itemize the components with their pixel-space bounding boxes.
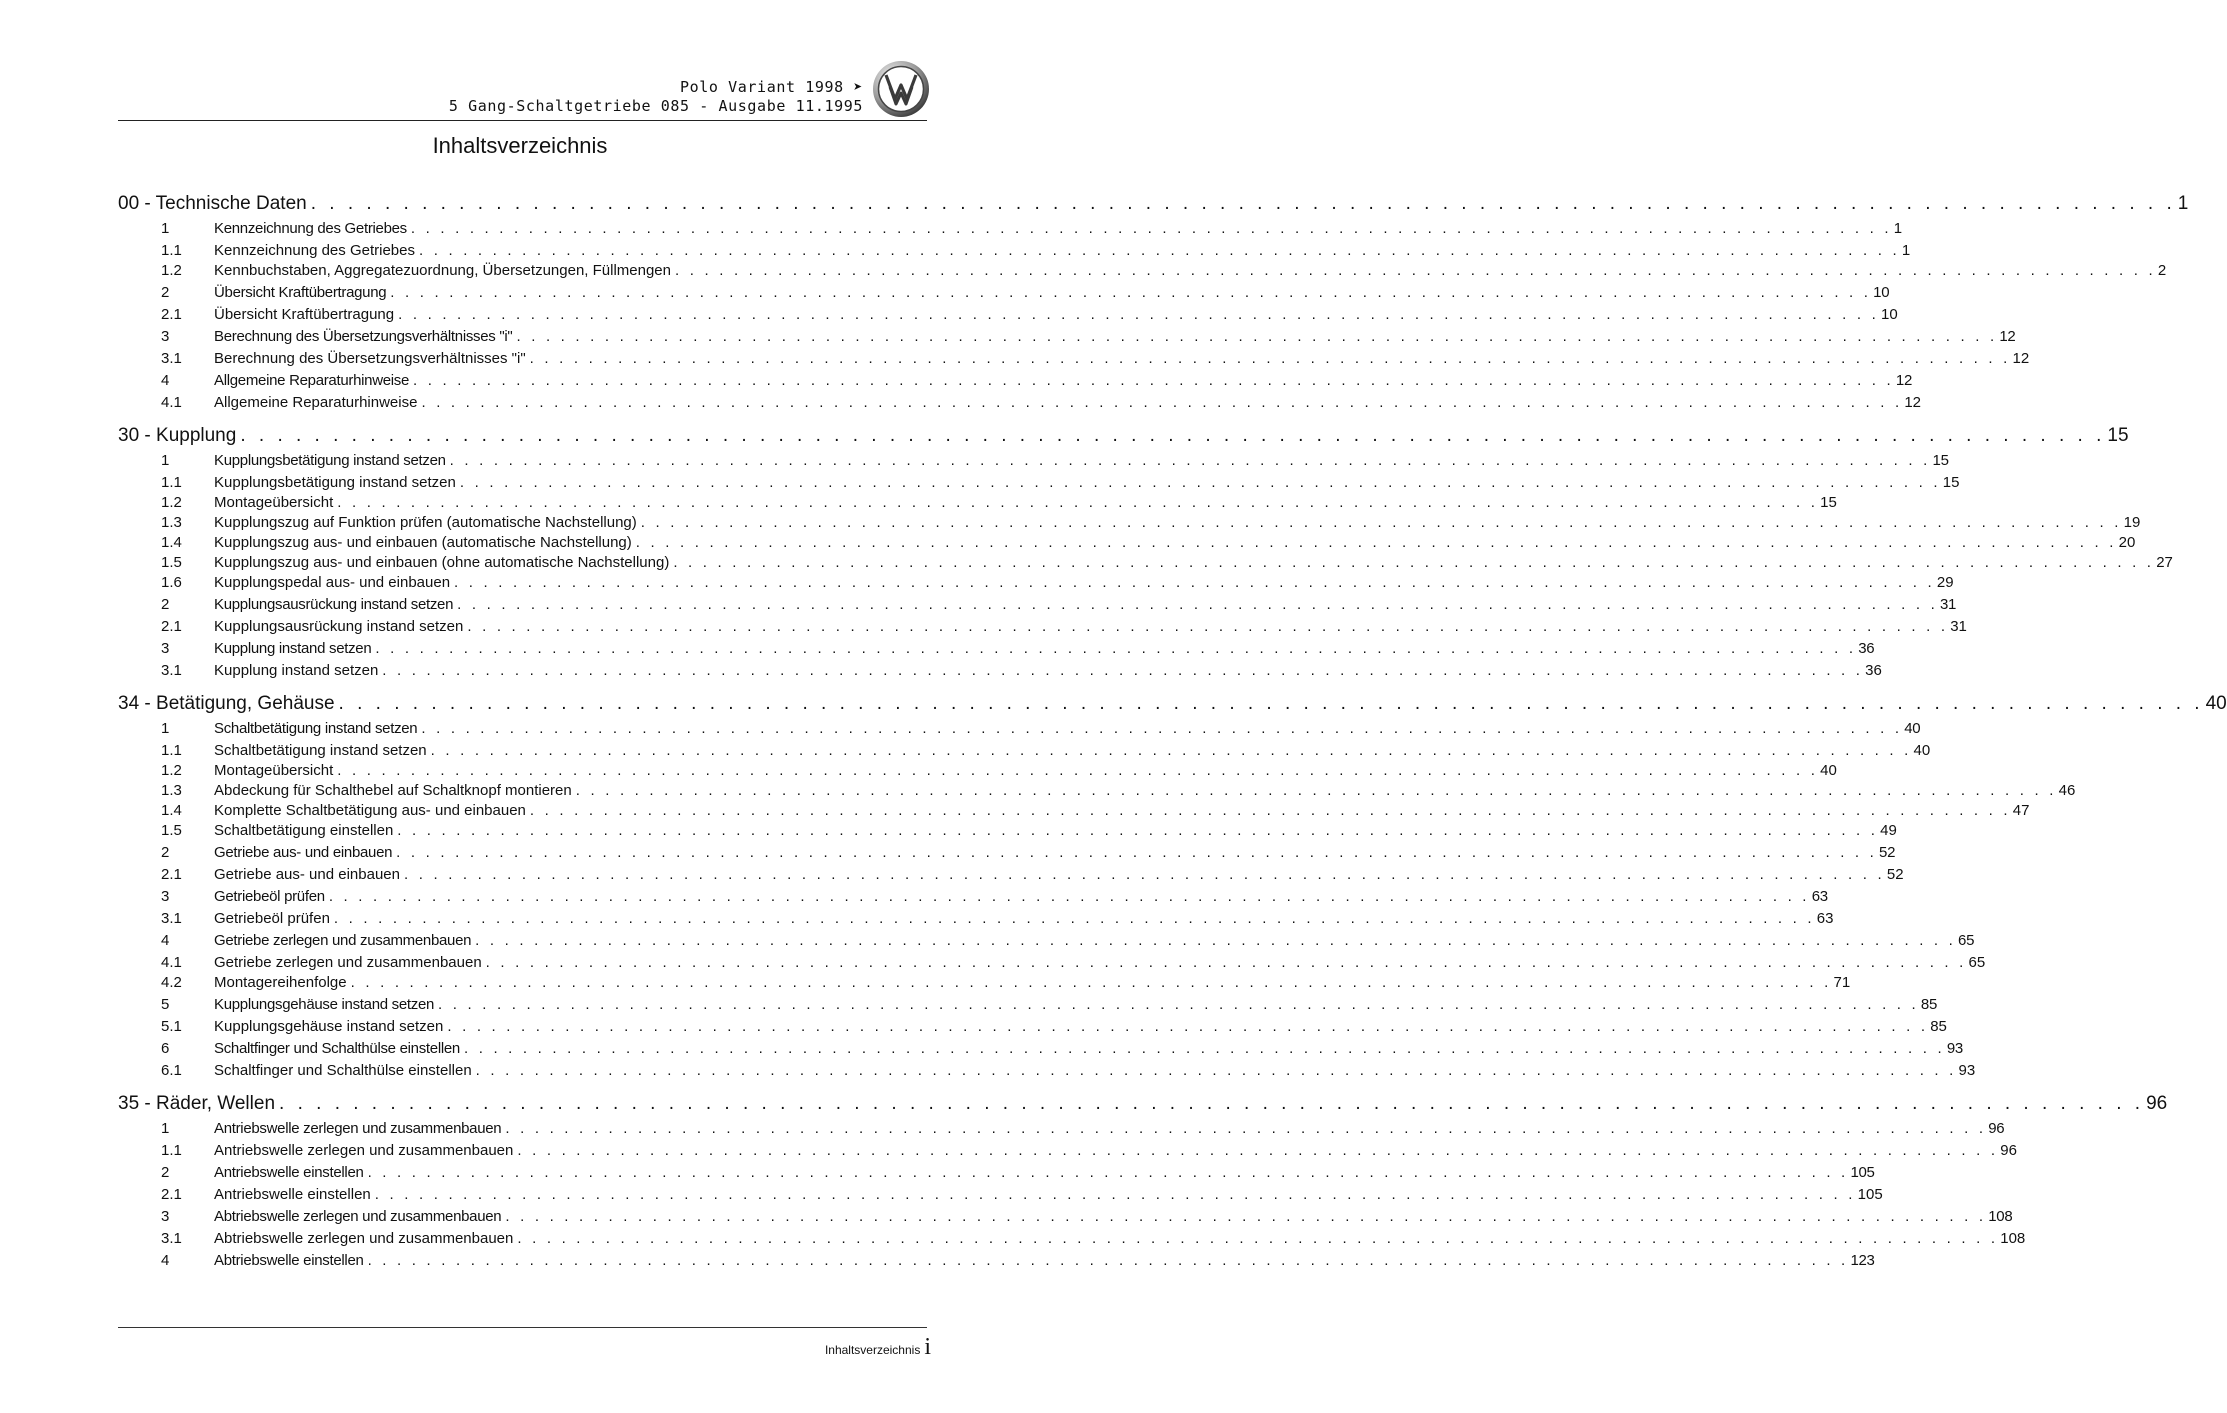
toc-dot-leader: . . . . . . . . . . . . . . . . . . . . . . . . . . . . . . . . . . . . . . . . . . . . . . . . . . . . . . . . . . . . . . . . . . . . . . . . . . . . . . . . . . . . . . . . . . . . . . . . . . . . . xyxy=(397,822,1879,839)
toc-subsection-entry[interactable] xyxy=(118,533,2136,553)
toc-entry-title: Kupplungsgehäuse instand setzen xyxy=(214,996,435,1013)
toc-subsection-entry[interactable] xyxy=(118,953,1986,973)
toc-entry-number: 1.4 xyxy=(161,802,182,819)
toc-dot-leader: . . . . . . . . . . . . . . . . . . . . . . . . . . . . . . . . . . . . . . . . . . . . . . . . . . . . . . . . . . . . . . . . . . . . . . . . . . . . . . . . . . . . . . . . . . . . . . . . . . . . . xyxy=(575,782,2057,799)
toc-entry-page: 12 xyxy=(1895,372,1913,389)
toc-chapter-entry[interactable] xyxy=(118,1091,2168,1117)
toc-entry-title: Schaltbetätigung einstellen xyxy=(214,822,394,839)
toc-dot-leader: . . . . . . . . . . . . . . . . . . . . . . . . . . . . . . . . . . . . . . . . . . . . . . . . . . . . . . . . . . . . . . . . . . . . . . . . . . . . . . . . . . . . . . . . . . . . . . . . . . . . . xyxy=(413,372,1894,389)
toc-entry-number: 5 xyxy=(161,996,170,1013)
toc-section-entry[interactable] xyxy=(118,1251,1875,1273)
toc-entry-page: 12 xyxy=(2012,350,2030,367)
toc-entry-title: Antriebswelle einstellen xyxy=(214,1164,364,1181)
toc-subsection-entry[interactable] xyxy=(118,1017,1947,1037)
toc-entry-number: 1.1 xyxy=(161,474,182,491)
toc-dot-leader: . . . . . . . . . . . . . . . . . . . . . . . . . . . . . . . . . . . . . . . . . . . . . . . . . . . . . . . . . . . . . . . . . . . . . . . . . . . . . . . . . . . . . . . . . . . . . . . . . . . . . xyxy=(475,932,1957,949)
toc-dot-leader: . . . . . . . . . . . . . . . . . . . . . . . . . . . . . . . . . . . . . . . . . . . . . . . . . . . . . . . . . . . . . . . . . . . . . . . . . . . . . . . . . . . . . . . . . . . . . . . . . . . . . xyxy=(410,220,1892,237)
toc-entry-page: 65 xyxy=(1958,932,1975,949)
toc-chapter-entry[interactable] xyxy=(118,691,2227,717)
toc-entry-number: 4.1 xyxy=(161,954,182,971)
toc-entry-title: Kennzeichnung des Getriebes xyxy=(214,242,415,259)
toc-entry-number: 3 xyxy=(161,640,170,657)
toc-subsection-entry[interactable] xyxy=(118,909,1834,929)
toc-section-entry[interactable] xyxy=(118,371,1913,393)
toc-entry-number: 1.1 xyxy=(161,742,182,759)
toc-subsection-entry[interactable] xyxy=(118,473,1960,493)
toc-entry-title: 30 - Kupplung xyxy=(118,425,237,446)
toc-entry-title: Komplette Schaltbetätigung aus- und einbauen xyxy=(214,802,526,819)
toc-entry-number: 1.5 xyxy=(161,554,182,571)
toc-section-entry[interactable] xyxy=(118,1207,2013,1229)
toc-entry-title: Kupplungsbetätigung instand setzen xyxy=(214,452,446,469)
toc-entry-title: Berechnung des Übersetzungsverhältnisses "i" xyxy=(214,350,526,367)
toc-entry-number: 4.2 xyxy=(161,974,182,991)
toc-dot-leader: . . . . . . . . . . . . . . . . . . . . . . . . . . . . . . . . . . . . . . . . . . . . . . . . . . . . . . . . . . . . . . . . . . . . . . . . . . . . . . . . . . . . . . . . . . . . . . . . . . . . . xyxy=(463,1040,1945,1057)
toc-dot-leader: . . . . . . . . . . . . . . . . . . . . . . . . . . . . . . . . . . . . . . . . . . . . . . . . . . . . . . . . . . . . . . . . . . . . . . . . . . . . . . . . . . . . . . . . . . . . . . . . . . . . . xyxy=(516,328,1998,345)
toc-dot-leader: . . . . . . . . . . . . . . . . . . . . . . . . . . . . . . . . . . . . . . . . . . . . . . . . . . . . . . . . . . . . . . . . . . . . . . . . . . . . . . . . . . . . . . . . . . . . . . . . . . . . . xyxy=(457,596,1939,613)
toc-entry-page: 105 xyxy=(1857,1186,1883,1203)
toc-dot-leader: . . . . . . . . . . . . . . . . . . . . . . . . . . . . . . . . . . . . . . . . . . . . . . . . . . . . . . . . . . . . . . . . . . . . . . . . . . . . . . . . . . . . . . . . . . . . . . . . . . . . . xyxy=(640,514,2122,531)
toc-subsection-entry[interactable] xyxy=(118,305,1898,325)
toc-dot-leader: . . . . . . . . . . . . . . . . . . . . . . . . . . . . . . . . . . . . . . . . . . . . . . . . . . . . . . . . . . . . . . . . . . . . . . . . . . . . . . . . . . . . . . . . . . . . . . . . . . . . . xyxy=(485,954,1967,971)
toc-entry-title: Berechnung des Übersetzungsverhältnisses "i" xyxy=(214,328,513,345)
toc-subsection-entry[interactable] xyxy=(118,801,2030,821)
toc-entry-page: 123 xyxy=(1850,1252,1875,1269)
toc-entry-title: Abtriebswelle zerlegen und zusammenbauen xyxy=(214,1230,514,1247)
toc-dot-leader: . . . . . . . . . . . . . . . . . . . . . . . . . . . . . . . . . . . . . . . . . . . . . . . . . . . . . . . . . . . . . . . . . . . . . . . . . . . . . . . . . . . . . . . . . . . . . . . . . . . . . xyxy=(529,350,2011,367)
toc-entry-page: 1 xyxy=(1893,220,1902,237)
toc-entry-page: 31 xyxy=(1950,618,1967,635)
toc-entry-page: 49 xyxy=(1880,822,1897,839)
toc-entry-number: 1.1 xyxy=(161,242,182,259)
toc-chapter-entry[interactable] xyxy=(118,191,2189,217)
toc-entry-page: 63 xyxy=(1816,910,1834,927)
toc-dot-leader: . . . . . . . . . . . . . . . . . . . . . . . . . . . . . . . . . . . . . . . . . . . . . . . . . . . . . . . . . . . . . . . . . . . . . . . . . . . . . . . . . . . . . . . . . . . . . . . . . . . . . xyxy=(328,888,1810,905)
toc-entry-number: 3 xyxy=(161,1208,170,1225)
toc-entry-page: 36 xyxy=(1858,640,1875,657)
toc-entry-number: 2.1 xyxy=(161,618,182,635)
toc-dot-leader: . . . . . . . . . . . . . . . . . . . . . . . . . . . . . . . . . . . . . . . . . . . . . . . . . . . . . . . . . . . . . . . . . . . . . . . . . . . . . . . . . . . . . . . . . . . . . . . . . . . . . xyxy=(517,1142,1999,1159)
page-footer xyxy=(824,1334,931,1360)
toc-subsection-entry[interactable] xyxy=(118,1185,1883,1205)
toc-entry-title: Kupplungszug aus- und einbauen (ohne automatische Nachstellung) xyxy=(214,554,670,571)
toc-entry-number: 1.3 xyxy=(161,782,182,799)
toc-entry-number: 6.1 xyxy=(161,1062,182,1079)
toc-entry-title: 00 - Technische Daten xyxy=(118,193,307,214)
toc-entry-number: 1 xyxy=(161,720,170,737)
toc-dot-leader: . . . . . . . . . . . . . . . . . . . . . . . . . . . . . . . . . . . . . . . . . . . . . . . . . . . . . . . . . . . . . . . . . . . . . . . . . . . . . . . . . . . . . . . . . . . . . . . . . . . . . xyxy=(279,1093,2145,1114)
toc-subsection-entry[interactable] xyxy=(118,349,2030,369)
toc-entry-title: Antriebswelle zerlegen und zusammenbauen xyxy=(214,1142,514,1159)
toc-dot-leader: . . . . . . . . . . . . . . . . . . . . . . . . . . . . . . . . . . . . . . . . . . . . . . . . . . . . . . . . . . . . . . . . . . . . . . . . . . . . . . . . . . . . . . . . . . . . . . . . . . . . . xyxy=(454,574,1935,591)
toc-entry-page: 93 xyxy=(1958,1062,1976,1079)
toc-entry-page: 40 xyxy=(1913,742,1931,759)
toc-dot-leader: . . . . . . . . . . . . . . . . . . . . . . . . . . . . . . . . . . . . . . . . . . . . . . . . . . . . . . . . . . . . . . . . . . . . . . . . . . . . . . . . . . . . . . . . . . . . . . . . . . . . . xyxy=(467,618,1949,635)
toc-entry-title: Abdeckung für Schalthebel auf Schaltknopf montieren xyxy=(214,782,572,799)
page-title: Inhaltsverzeichnis xyxy=(432,133,608,158)
toc-dot-leader: . . . . . . . . . . . . . . . . . . . . . . . . . . . . . . . . . . . . . . . . . . . . . . . . . . . . . . . . . . . . . . . . . . . . . . . . . . . . . . . . . . . . . . . . . . . . . . . . . . . . . xyxy=(240,425,2106,446)
toc-dot-leader: . . . . . . . . . . . . . . . . . . . . . . . . . . . . . . . . . . . . . . . . . . . . . . . . . . . . . . . . . . . . . . . . . . . . . . . . . . . . . . . . . . . . . . . . . . . . . . . . . . . . . xyxy=(529,802,2011,819)
toc-entry-title: Antriebswelle einstellen xyxy=(214,1186,371,1203)
toc-section-entry[interactable] xyxy=(118,887,1828,909)
toc-section-entry[interactable] xyxy=(118,451,1949,473)
toc-entry-number: 2 xyxy=(161,1164,170,1181)
toc-entry-title: Schaltfinger und Schalthülse einstellen xyxy=(214,1040,460,1057)
toc-subsection-entry[interactable] xyxy=(118,617,1967,637)
toc-entry-page: 85 xyxy=(1930,1018,1947,1035)
toc-entry-page: 10 xyxy=(1880,306,1898,323)
toc-entry-number: 1.3 xyxy=(161,514,182,531)
toc-dot-leader: . . . . . . . . . . . . . . . . . . . . . . . . . . . . . . . . . . . . . . . . . . . . . . . . . . . . . . . . . . . . . . . . . . . . . . . . . . . . . . . . . . . . . . . . . . . . . . . . . . . . . xyxy=(367,1252,1849,1269)
toc-entry-number: 3 xyxy=(161,328,170,345)
toc-dot-leader: . . . . . . . . . . . . . . . . . . . . . . . . . . . . . . . . . . . . . . . . . . . . . . . . . . . . . . . . . . . . . . . . . . . . . . . . . . . . . . . . . . . . . . . . . . . . . . . . . . . . . xyxy=(505,1208,1987,1225)
toc-section-entry[interactable] xyxy=(118,931,1975,953)
table-of-contents xyxy=(118,191,2227,1273)
toc-entry-number: 4 xyxy=(161,932,170,949)
toc-entry-page: 93 xyxy=(1946,1040,1963,1057)
toc-entry-title: Kupplungszug aus- und einbauen (automatische Nachstellung) xyxy=(214,534,632,551)
toc-dot-leader: . . . . . . . . . . . . . . . . . . . . . . . . . . . . . . . . . . . . . . . . . . . . . . . . . . . . . . . . . . . . . . . . . . . . . . . . . . . . . . . . . . . . . . . . . . . . . . . . . . . . . xyxy=(673,554,2155,571)
toc-subsection-entry[interactable] xyxy=(118,241,1911,261)
toc-dot-leader: . . . . . . . . . . . . . . . . . . . . . . . . . . . . . . . . . . . . . . . . . . . . . . . . . . . . . . . . . . . . . . . . . . . . . . . . . . . . . . . . . . . . . . . . . . . . . . . . . . . . . xyxy=(398,306,1879,323)
toc-dot-leader: . . . . . . . . . . . . . . . . . . . . . . . . . . . . . . . . . . . . . . . . . . . . . . . . . . . . . . . . . . . . . . . . . . . . . . . . . . . . . . . . . . . . . . . . . . . . . . . . . . . . . xyxy=(333,910,1815,927)
toc-entry-title: Allgemeine Reparaturhinweise xyxy=(214,394,418,411)
toc-entry-page: 96 xyxy=(2146,1093,2168,1114)
toc-entry-number: 1.6 xyxy=(161,574,182,591)
toc-entry-number: 1 xyxy=(161,452,170,469)
toc-entry-page: 96 xyxy=(1988,1120,2005,1137)
toc-entry-title: Kupplungsbetätigung instand setzen xyxy=(214,474,456,491)
toc-dot-leader: . . . . . . . . . . . . . . . . . . . . . . . . . . . . . . . . . . . . . . . . . . . . . . . . . . . . . . . . . . . . . . . . . . . . . . . . . . . . . . . . . . . . . . . . . . . . . . . . . . . . . xyxy=(421,720,1903,737)
toc-subsection-entry[interactable] xyxy=(118,661,1882,681)
toc-entry-number: 2 xyxy=(161,596,170,613)
toc-entry-title: Getriebe aus- und einbauen xyxy=(214,866,400,883)
toc-entry-title: Getriebe aus- und einbauen xyxy=(214,844,393,861)
toc-dot-leader: . . . . . . . . . . . . . . . . . . . . . . . . . . . . . . . . . . . . . . . . . . . . . . . . . . . . . . . . . . . . . . . . . . . . . . . . . . . . . . . . . . . . . . . . . . . . . . . . . . . . . xyxy=(390,284,1872,301)
toc-entry-page: 65 xyxy=(1968,954,1986,971)
toc-dot-leader: . . . . . . . . . . . . . . . . . . . . . . . . . . . . . . . . . . . . . . . . . . . . . . . . . . . . . . . . . . . . . . . . . . . . . . . . . . . . . . . . . . . . . . . . . . . . . . . . . . . . . xyxy=(337,762,1819,779)
toc-entry-page: 20 xyxy=(2118,534,2136,551)
toc-entry-page: 12 xyxy=(1904,394,1922,411)
toc-entry-number: 4 xyxy=(161,1252,170,1269)
toc-entry-number: 5.1 xyxy=(161,1018,182,1035)
toc-entry-page: 15 xyxy=(1932,452,1949,469)
toc-entry-number: 3.1 xyxy=(161,350,182,367)
toc-subsection-entry[interactable] xyxy=(118,1061,1976,1081)
header-subtitle: 5 Gang-Schaltgetriebe 085 - Ausgabe 11.1995 xyxy=(448,97,863,115)
toc-entry-page: 2 xyxy=(2157,262,2167,279)
toc-chapter-entry[interactable] xyxy=(118,423,2129,449)
toc-subsection-entry[interactable] xyxy=(118,573,1954,593)
footer-divider xyxy=(118,1327,927,1328)
toc-entry-page: 71 xyxy=(1833,974,1851,991)
toc-entry-title: Schaltbetätigung instand setzen xyxy=(214,742,427,759)
toc-entry-number: 2.1 xyxy=(161,866,182,883)
toc-entry-title: Kupplung instand setzen xyxy=(214,662,379,679)
toc-entry-number: 1 xyxy=(161,220,170,237)
toc-entry-title: Kupplungsausrückung instand setzen xyxy=(214,596,454,613)
toc-dot-leader: . . . . . . . . . . . . . . . . . . . . . . . . . . . . . . . . . . . . . . . . . . . . . . . . . . . . . . . . . . . . . . . . . . . . . . . . . . . . . . . . . . . . . . . . . . . . . . . . . . . . . xyxy=(337,494,1819,511)
toc-entry-title: Getriebe zerlegen und zusammenbauen xyxy=(214,954,482,971)
toc-section-entry[interactable] xyxy=(118,719,1921,741)
toc-entry-page: 105 xyxy=(1850,1164,1875,1181)
toc-entry-number: 1.2 xyxy=(161,262,182,279)
toc-entry-page: 46 xyxy=(2058,782,2076,799)
toc-section-entry[interactable] xyxy=(118,1119,2005,1141)
toc-entry-number: 3.1 xyxy=(161,1230,182,1247)
toc-entry-number: 1 xyxy=(161,1120,170,1137)
toc-subsection-entry[interactable] xyxy=(118,973,1851,993)
toc-entry-page: 15 xyxy=(1820,494,1837,511)
document-header xyxy=(449,78,863,116)
toc-entry-page: 15 xyxy=(1942,474,1960,491)
toc-entry-page: 40 xyxy=(1904,720,1921,737)
toc-dot-leader: . . . . . . . . . . . . . . . . . . . . . . . . . . . . . . . . . . . . . . . . . . . . . . . . . . . . . . . . . . . . . . . . . . . . . . . . . . . . . . . . . . . . . . . . . . . . . . . . . . . . . xyxy=(449,452,1931,469)
toc-entry-page: 19 xyxy=(2123,514,2141,531)
toc-dot-leader: . . . . . . . . . . . . . . . . . . . . . . . . . . . . . . . . . . . . . . . . . . . . . . . . . . . . . . . . . . . . . . . . . . . . . . . . . . . . . . . . . . . . . . . . . . . . . . . . . . . . . xyxy=(375,640,1857,657)
toc-entry-page: 108 xyxy=(2000,1230,2026,1247)
toc-subsection-entry[interactable] xyxy=(118,1229,2026,1249)
toc-entry-title: Getriebeöl prüfen xyxy=(214,910,330,927)
toc-entry-title: Abtriebswelle einstellen xyxy=(214,1252,364,1269)
toc-entry-number: 2.1 xyxy=(161,1186,182,1203)
toc-entry-title: Kupplungsgehäuse instand setzen xyxy=(214,1018,444,1035)
toc-entry-page: 40 xyxy=(1820,762,1837,779)
toc-subsection-entry[interactable] xyxy=(118,393,1922,413)
toc-subsection-entry[interactable] xyxy=(118,493,1837,513)
toc-section-entry[interactable] xyxy=(118,283,1890,305)
toc-entry-page: 63 xyxy=(1811,888,1828,905)
toc-dot-leader: . . . . . . . . . . . . . . . . . . . . . . . . . . . . . . . . . . . . . . . . . . . . . . . . . . . . . . . . . . . . . . . . . . . . . . . . . . . . . . . . . . . . . . . . . . . . . . . . . . . . . xyxy=(475,1062,1957,1079)
toc-entry-number: 3 xyxy=(161,888,170,905)
toc-section-entry[interactable] xyxy=(118,639,1875,661)
toc-dot-leader: . . . . . . . . . . . . . . . . . . . . . . . . . . . . . . . . . . . . . . . . . . . . . . . . . . . . . . . . . . . . . . . . . . . . . . . . . . . . . . . . . . . . . . . . . . . . . . . . . . . . . xyxy=(350,974,1832,991)
header-vehicle: Polo Variant 1998 ➤ xyxy=(680,78,863,96)
toc-entry-number: 2 xyxy=(161,844,170,861)
toc-dot-leader: . . . . . . . . . . . . . . . . . . . . . . . . . . . . . . . . . . . . . . . . . . . . . . . . . . . . . . . . . . . . . . . . . . . . . . . . . . . . . . . . . . . . . . . . . . . . . . . . . . . . . xyxy=(505,1120,1987,1137)
toc-subsection-entry[interactable] xyxy=(118,513,2141,533)
toc-entry-title: Montageübersicht xyxy=(214,494,334,511)
toc-section-entry[interactable] xyxy=(118,1039,1963,1061)
toc-dot-leader: . . . . . . . . . . . . . . . . . . . . . . . . . . . . . . . . . . . . . . . . . . . . . . . . . . . . . . . . . . . . . . . . . . . . . . . . . . . . . . . . . . . . . . . . . . . . . . . . . . . . . xyxy=(338,693,2204,714)
toc-subsection-entry[interactable] xyxy=(118,261,2167,281)
toc-dot-leader: . . . . . . . . . . . . . . . . . . . . . . . . . . . . . . . . . . . . . . . . . . . . . . . . . . . . . . . . . . . . . . . . . . . . . . . . . . . . . . . . . . . . . . . . . . . . . . . . . . . . . xyxy=(430,742,1912,759)
toc-entry-page: 47 xyxy=(2012,802,2030,819)
toc-dot-leader: . . . . . . . . . . . . . . . . . . . . . . . . . . . . . . . . . . . . . . . . . . . . . . . . . . . . . . . . . . . . . . . . . . . . . . . . . . . . . . . . . . . . . . . . . . . . . . . . . . . . . xyxy=(421,394,1903,411)
toc-entry-number: 2.1 xyxy=(161,306,182,323)
toc-entry-number: 6 xyxy=(161,1040,170,1057)
toc-entry-title: Kupplungsausrückung instand setzen xyxy=(214,618,464,635)
toc-entry-number: 2 xyxy=(161,284,170,301)
header-divider xyxy=(118,120,927,121)
toc-entry-page: 15 xyxy=(2107,425,2129,446)
toc-entry-number: 1.5 xyxy=(161,822,182,839)
toc-entry-number: 4 xyxy=(161,372,170,389)
toc-entry-title: Abtriebswelle zerlegen und zusammenbauen xyxy=(214,1208,502,1225)
toc-subsection-entry[interactable] xyxy=(118,1141,2017,1161)
toc-entry-page: 36 xyxy=(1865,662,1882,679)
toc-dot-leader: . . . . . . . . . . . . . . . . . . . . . . . . . . . . . . . . . . . . . . . . . . . . . . . . . . . . . . . . . . . . . . . . . . . . . . . . . . . . . . . . . . . . . . . . . . . . . . . . . . . . . xyxy=(447,1018,1929,1035)
footer-page-number: i xyxy=(924,1334,931,1360)
toc-entry-page: 1 xyxy=(2177,193,2189,214)
toc-entry-page: 10 xyxy=(1873,284,1890,301)
toc-entry-page: 52 xyxy=(1879,844,1896,861)
toc-entry-page: 12 xyxy=(1999,328,2016,345)
toc-section-entry[interactable] xyxy=(118,843,1896,865)
toc-entry-title: Montagereihenfolge xyxy=(214,974,347,991)
toc-entry-title: Übersicht Kraftübertragung xyxy=(214,284,387,301)
toc-entry-number: 3.1 xyxy=(161,662,182,679)
toc-section-entry[interactable] xyxy=(118,1163,1875,1185)
toc-subsection-entry[interactable] xyxy=(118,761,1837,781)
toc-subsection-entry[interactable] xyxy=(118,741,1931,761)
toc-entry-number: 3.1 xyxy=(161,910,182,927)
toc-entry-page: 52 xyxy=(1886,866,1904,883)
toc-entry-page: 29 xyxy=(1936,574,1954,591)
toc-dot-leader: . . . . . . . . . . . . . . . . . . . . . . . . . . . . . . . . . . . . . . . . . . . . . . . . . . . . . . . . . . . . . . . . . . . . . . . . . . . . . . . . . . . . . . . . . . . . . . . . . . . . . xyxy=(367,1164,1849,1181)
toc-entry-title: Getriebe zerlegen und zusammenbauen xyxy=(214,932,472,949)
toc-dot-leader: . . . . . . . . . . . . . . . . . . . . . . . . . . . . . . . . . . . . . . . . . . . . . . . . . . . . . . . . . . . . . . . . . . . . . . . . . . . . . . . . . . . . . . . . . . . . . . . . . . . . . xyxy=(438,996,1919,1013)
toc-entry-number: 1.1 xyxy=(161,1142,182,1159)
toc-entry-title: Kennzeichnung des Getriebes xyxy=(214,220,407,237)
footer-label: Inhaltsverzeichnis xyxy=(824,1343,921,1357)
toc-dot-leader: . . . . . . . . . . . . . . . . . . . . . . . . . . . . . . . . . . . . . . . . . . . . . . . . . . . . . . . . . . . . . . . . . . . . . . . . . . . . . . . . . . . . . . . . . . . . . . . . . . . . . xyxy=(635,534,2117,551)
toc-entry-page: 96 xyxy=(2000,1142,2017,1159)
toc-entry-title: Kennbuchstaben, Aggregatezuordnung, Übersetzungen, Füllmengen xyxy=(214,262,671,279)
toc-dot-leader: . . . . . . . . . . . . . . . . . . . . . . . . . . . . . . . . . . . . . . . . . . . . . . . . . . . . . . . . . . . . . . . . . . . . . . . . . . . . . . . . . . . . . . . . . . . . . . . . . . . . . xyxy=(310,193,2176,214)
toc-section-entry[interactable] xyxy=(118,595,1957,617)
toc-entry-page: 31 xyxy=(1940,596,1957,613)
toc-entry-title: 34 - Betätigung, Gehäuse xyxy=(118,693,335,714)
toc-entry-title: 35 - Räder, Wellen xyxy=(118,1093,276,1114)
toc-entry-title: Schaltfinger und Schalthülse einstellen xyxy=(214,1062,472,1079)
toc-dot-leader: . . . . . . . . . . . . . . . . . . . . . . . . . . . . . . . . . . . . . . . . . . . . . . . . . . . . . . . . . . . . . . . . . . . . . . . . . . . . . . . . . . . . . . . . . . . . . . . . . . . . . xyxy=(418,242,1900,259)
toc-entry-number: 1.2 xyxy=(161,762,182,779)
toc-entry-title: Übersicht Kraftübertragung xyxy=(214,306,395,323)
toc-entry-page: 108 xyxy=(1988,1208,2013,1225)
toc-entry-title: Antriebswelle zerlegen und zusammenbauen xyxy=(214,1120,502,1137)
toc-entry-page: 85 xyxy=(1920,996,1938,1013)
toc-dot-leader: . . . . . . . . . . . . . . . . . . . . . . . . . . . . . . . . . . . . . . . . . . . . . . . . . . . . . . . . . . . . . . . . . . . . . . . . . . . . . . . . . . . . . . . . . . . . . . . . . . . . . xyxy=(374,1186,1856,1203)
toc-dot-leader: . . . . . . . . . . . . . . . . . . . . . . . . . . . . . . . . . . . . . . . . . . . . . . . . . . . . . . . . . . . . . . . . . . . . . . . . . . . . . . . . . . . . . . . . . . . . . . . . . . . . . xyxy=(403,866,1885,883)
toc-dot-leader: . . . . . . . . . . . . . . . . . . . . . . . . . . . . . . . . . . . . . . . . . . . . . . . . . . . . . . . . . . . . . . . . . . . . . . . . . . . . . . . . . . . . . . . . . . . . . . . . . . . . . xyxy=(382,662,1864,679)
toc-entry-title: Kupplung instand setzen xyxy=(214,640,372,657)
toc-subsection-entry[interactable] xyxy=(118,781,2076,801)
toc-subsection-entry[interactable] xyxy=(118,865,1904,885)
toc-entry-title: Kupplungspedal aus- und einbauen xyxy=(214,574,451,591)
toc-entry-title: Allgemeine Reparaturhinweise xyxy=(214,372,410,389)
toc-entry-title: Schaltbetätigung instand setzen xyxy=(214,720,418,737)
toc-dot-leader: . . . . . . . . . . . . . . . . . . . . . . . . . . . . . . . . . . . . . . . . . . . . . . . . . . . . . . . . . . . . . . . . . . . . . . . . . . . . . . . . . . . . . . . . . . . . . . . . . . . . . xyxy=(675,262,2156,279)
toc-entry-page: 40 xyxy=(2205,693,2227,714)
toc-section-entry[interactable] xyxy=(118,995,1938,1017)
toc-entry-title: Kupplungszug auf Funktion prüfen (automatische Nachstellung) xyxy=(214,514,637,531)
toc-entry-page: 1 xyxy=(1901,242,1911,259)
toc-entry-number: 1.4 xyxy=(161,534,182,551)
toc-entry-title: Montageübersicht xyxy=(214,762,334,779)
vw-logo-icon xyxy=(872,60,930,118)
toc-section-entry[interactable] xyxy=(118,219,1902,241)
toc-subsection-entry[interactable] xyxy=(118,821,1897,841)
toc-entry-page: 27 xyxy=(2156,554,2173,571)
toc-dot-leader: . . . . . . . . . . . . . . . . . . . . . . . . . . . . . . . . . . . . . . . . . . . . . . . . . . . . . . . . . . . . . . . . . . . . . . . . . . . . . . . . . . . . . . . . . . . . . . . . . . . . . xyxy=(459,474,1941,491)
toc-entry-title: Getriebeöl prüfen xyxy=(214,888,325,905)
toc-dot-leader: . . . . . . . . . . . . . . . . . . . . . . . . . . . . . . . . . . . . . . . . . . . . . . . . . . . . . . . . . . . . . . . . . . . . . . . . . . . . . . . . . . . . . . . . . . . . . . . . . . . . . xyxy=(517,1230,1999,1247)
toc-dot-leader: . . . . . . . . . . . . . . . . . . . . . . . . . . . . . . . . . . . . . . . . . . . . . . . . . . . . . . . . . . . . . . . . . . . . . . . . . . . . . . . . . . . . . . . . . . . . . . . . . . . . . xyxy=(396,844,1878,861)
toc-entry-number: 1.2 xyxy=(161,494,182,511)
toc-subsection-entry[interactable] xyxy=(118,553,2173,573)
toc-entry-number: 4.1 xyxy=(161,394,182,411)
toc-section-entry[interactable] xyxy=(118,327,2016,349)
